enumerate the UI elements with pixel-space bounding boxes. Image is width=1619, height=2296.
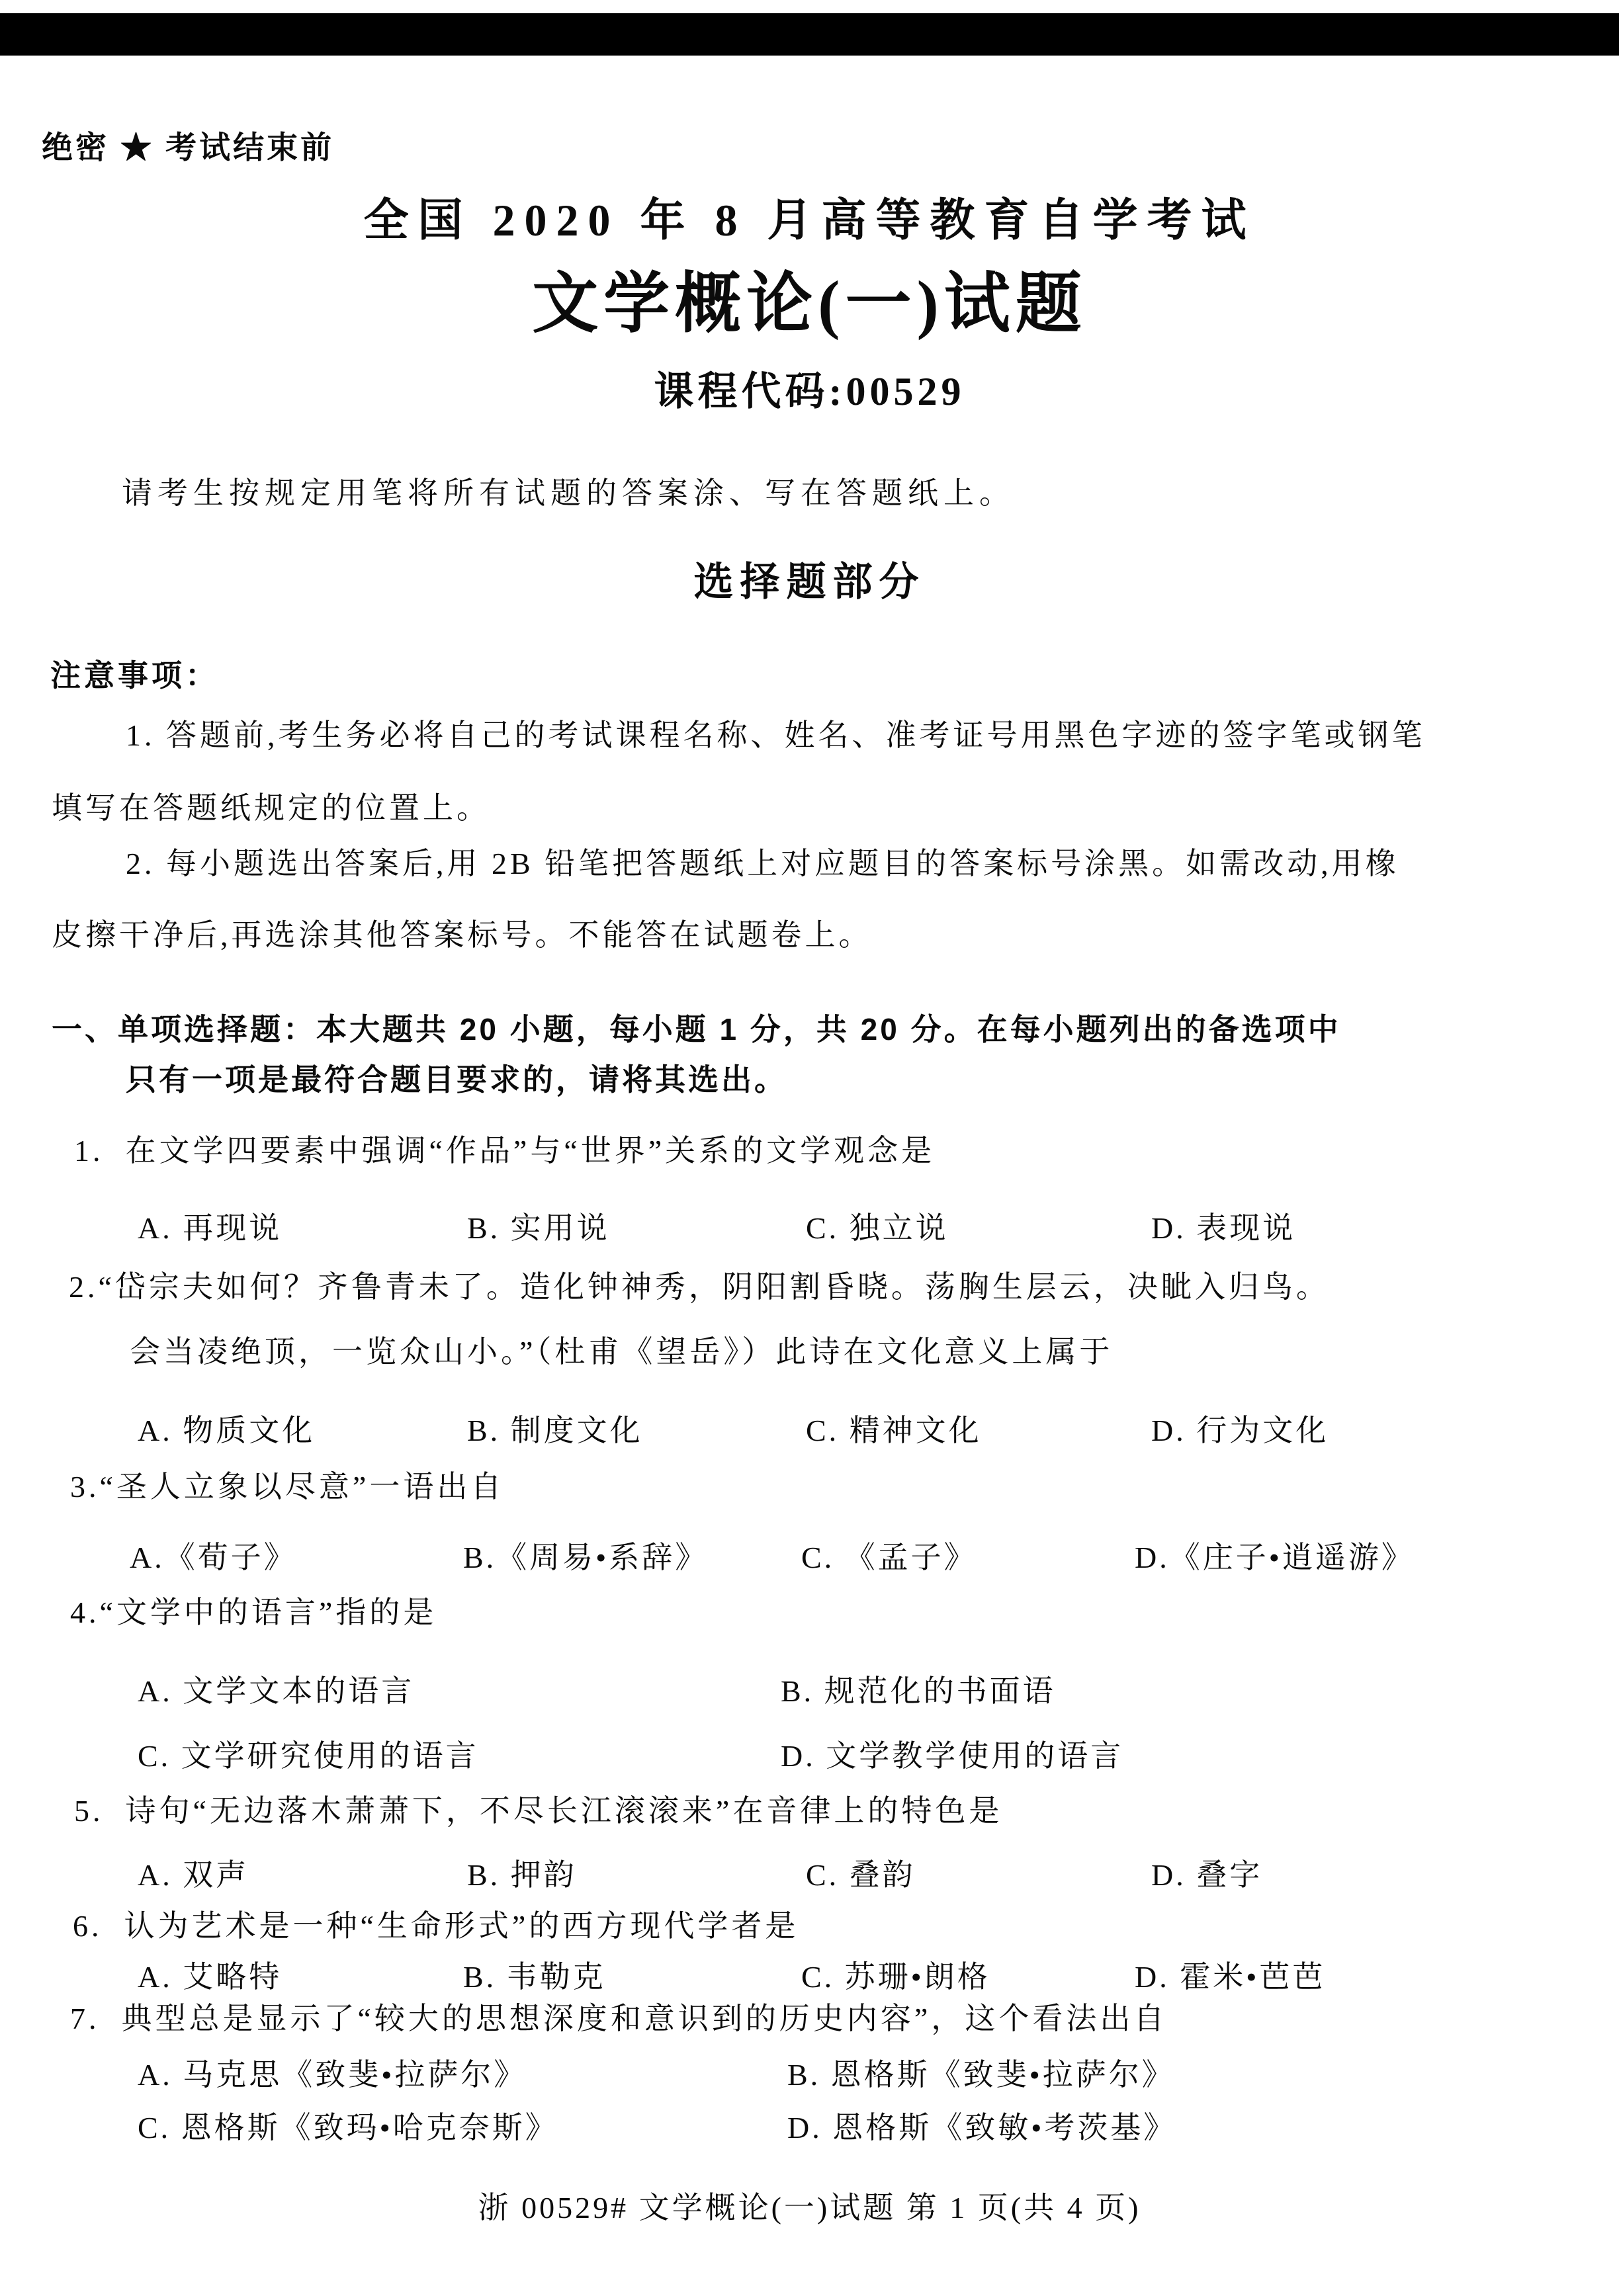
page-footer: 浙 00529# 文学概论(一)试题 第 1 页(共 4 页): [478, 2191, 1141, 2225]
question-5-option-c: C. 叠韵: [806, 1858, 916, 1892]
answer-sheet-notice: 请考生按规定用笔将所有试题的答案涂、写在答题纸上。: [122, 476, 1015, 510]
question-2-option-a: A. 物质文化: [138, 1414, 316, 1447]
question-4-option-b: B. 规范化的书面语: [781, 1674, 1056, 1708]
question-1-option-c: C. 独立说: [806, 1211, 949, 1245]
question-6-option-a: A. 艾略特: [138, 1960, 283, 1994]
question-5-option-b: B. 押韵: [467, 1858, 577, 1892]
question-1-option-d: D. 表现说: [1151, 1211, 1296, 1245]
notes-title: 注意事项：: [50, 659, 219, 693]
question-3-option-c: C. 《孟子》: [801, 1541, 977, 1574]
part-1-heading-line-2: 只有一项是最符合题目要求的，请将其选出。: [126, 1062, 787, 1097]
question-7-option-b: B. 恩格斯《致斐•拉萨尔》: [787, 2058, 1175, 2092]
question-2-option-b: B. 制度文化: [467, 1414, 643, 1447]
question-3-options: [0, 1533, 1619, 1573]
question-7-option-c: C. 恩格斯《致玛•哈克奈斯》: [138, 2111, 558, 2145]
exam-title: 全国 2020 年 8 月高等教育自学考试: [363, 195, 1256, 245]
question-6-options: [0, 1953, 1619, 1992]
question-7-text: 7. 典型总是显示了“较大的思想深度和意识到的历史内容”，这个看法出自: [70, 2002, 1168, 2035]
question-4-option-c: C. 文学研究使用的语言: [138, 1739, 479, 1773]
question-7-option-a: A. 马克思《致斐•拉萨尔》: [138, 2058, 527, 2092]
question-2-option-d: D. 行为文化: [1151, 1414, 1329, 1447]
top-black-bar: [0, 13, 1619, 56]
note-2-line-2: 皮擦干净后,再选涂其他答案标号。不能答在试题卷上。: [52, 918, 873, 952]
note-1-line-2: 填写在答题纸规定的位置上。: [52, 791, 490, 825]
question-4-text: 4.“文学中的语言”指的是: [70, 1595, 437, 1629]
question-7-options-row-2: [0, 2104, 1619, 2143]
question-4-option-d: D. 文学教学使用的语言: [781, 1739, 1124, 1773]
question-2-option-c: C. 精神文化: [806, 1414, 982, 1447]
question-7-options-row-1: [0, 2051, 1619, 2090]
question-5-option-a: A. 双声: [138, 1858, 249, 1892]
question-4-options-row-1: [0, 1667, 1619, 1707]
question-3-option-a: A.《荀子》: [130, 1541, 297, 1574]
security-classification: 绝密 ★ 考试结束前: [42, 130, 335, 165]
note-2-line-1: 2. 每小题选出答案后,用 2B 铅笔把答题纸上对应题目的答案标号涂黑。如需改动,用橡: [126, 847, 1399, 880]
paper-title: 文学概论(一)试题: [532, 267, 1087, 341]
question-3-text: 3.“圣人立象以尽意”一语出自: [70, 1470, 505, 1504]
question-3-option-b: B.《周易•系辞》: [463, 1541, 709, 1574]
question-1-option-a: A. 再现说: [138, 1211, 283, 1245]
question-1-text: 1. 在文学四要素中强调“作品”与“世界”关系的文学观念是: [74, 1134, 936, 1168]
question-5-text: 5. 诗句“无边落木萧萧下，不尽长江滚滚来”在音律上的特色是: [74, 1794, 1003, 1828]
question-1-options: [0, 1204, 1619, 1244]
question-2-text-line-2: 会当凌绝顶，一览众山小。”（杜甫《望岳》）此诗在文化意义上属于: [130, 1335, 1114, 1369]
note-1-line-1: 1. 答题前,考生务必将自己的考试课程名称、姓名、准考证号用黑色字迹的签字笔或钢笔: [126, 718, 1426, 752]
question-6-option-b: B. 韦勒克: [463, 1960, 606, 1994]
question-6-option-c: C. 苏珊•朗格: [801, 1960, 990, 1994]
section-title: 选择题部分: [693, 560, 926, 604]
part-1-heading-line-1: 一、单项选择题：本大题共 20 小题，每小题 1 分，共 20 分。在每小题列出的备选项中: [52, 1012, 1341, 1046]
question-3-option-d: D.《庄子•逍遥游》: [1135, 1541, 1415, 1574]
question-1-option-b: B. 实用说: [467, 1211, 610, 1245]
question-6-text: 6. 认为艺术是一种“生命形式”的西方现代学者是: [73, 1909, 799, 1943]
question-4-option-a: A. 文学文本的语言: [138, 1674, 415, 1708]
question-4-options-row-2: [0, 1732, 1619, 1771]
question-7-option-d: D. 恩格斯《致敏•考茨基》: [787, 2111, 1177, 2145]
question-2-text-line-1: 2.“岱宗夫如何？齐鲁青未了。造化钟神秀，阴阳割昏晓。荡胸生层云，决眦入归鸟。: [69, 1270, 1330, 1304]
course-code: 课程代码:00529: [654, 370, 965, 413]
question-5-options: [0, 1851, 1619, 1891]
question-6-option-d: D. 霍米•芭芭: [1135, 1960, 1326, 1994]
question-2-options: [0, 1406, 1619, 1446]
question-5-option-d: D. 叠字: [1151, 1858, 1263, 1892]
